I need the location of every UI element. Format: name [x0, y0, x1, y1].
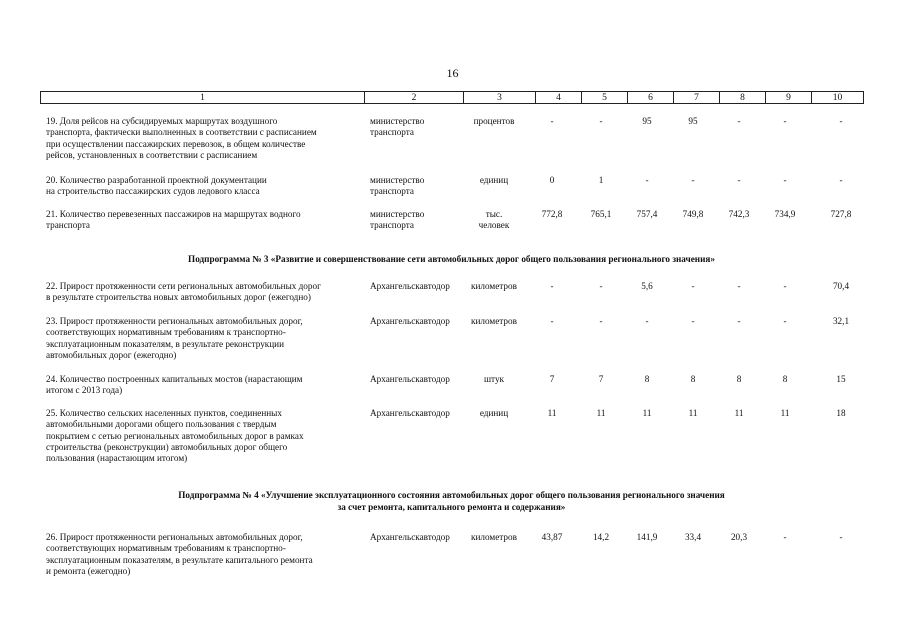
column-header: 3: [464, 92, 536, 104]
column-header-row: [40, 91, 864, 104]
value-cell: -: [599, 281, 603, 291]
value-cell: -: [737, 281, 741, 291]
value-cell: -: [599, 316, 603, 326]
value-cell: 734,9: [774, 209, 796, 219]
unit-of-measure: километров: [471, 281, 517, 291]
value-cell: -: [783, 281, 787, 291]
indicator-description: 26. Прирост протяженности региональных автомобильных дорог, соответствующих нормативным требованиям к транспортно- эксплуатационным показателям, в результате капитального ремонта и ремонта (ежегодно): [46, 532, 313, 576]
value-cell: -: [737, 116, 741, 126]
value-cell: 749,8: [682, 209, 704, 219]
column-header: 1: [41, 92, 365, 104]
value-cell: 95: [642, 116, 652, 126]
indicator-description: 20. Количество разработанной проектной документации на строительство пассажирских судов ледового класса: [46, 175, 267, 197]
responsible-organization: Архангельскавтодор: [370, 281, 450, 291]
column-header: 6: [628, 92, 674, 104]
value-cell: -: [691, 281, 695, 291]
value-cell: 18: [836, 408, 846, 418]
column-header: 5: [582, 92, 628, 104]
indicator-description: 21. Количество перевезенных пассажиров на маршрутах водного транспорта: [46, 209, 301, 231]
value-cell: -: [550, 116, 554, 126]
unit-of-measure: километров: [471, 532, 517, 542]
value-cell: 20,3: [730, 532, 748, 542]
value-cell: 8: [782, 374, 788, 384]
value-cell: 772,8: [541, 209, 563, 219]
value-cell: -: [737, 175, 741, 185]
value-cell: 765,1: [590, 209, 612, 219]
value-cell: -: [691, 175, 695, 185]
unit-of-measure: тыс. человек: [478, 209, 510, 231]
value-cell: -: [550, 281, 554, 291]
value-cell: 14,2: [592, 532, 610, 542]
subprogram-heading: Подпрограмма № 4 «Улучшение эксплуатационного состояния автомобильных дорог общего пользования регионального значения за счет ремонта, капитального ремонта и содержания»: [178, 490, 725, 512]
indicator-description: 25. Количество сельских населенных пунктов, соединенных автомобильными дорогами общего пользования с твердым покрытием с сетью региональных автомобильных дорог в рамках строительства (реконструкции) автомобильных дорог общего пользования (нарастающим итогом): [46, 408, 304, 464]
value-cell: 141,9: [636, 532, 658, 542]
value-cell: -: [783, 116, 787, 126]
indicator-description: 19. Доля рейсов на субсидируемых маршрутах воздушного транспорта, фактически выполненных в соответствии с расписанием при осуществлении пассажирских перевозок, в общем количестве рейсов, установленных в соответствии с расписанием: [46, 116, 317, 160]
value-cell: 70,4: [832, 281, 850, 291]
responsible-organization: министерство транспорта: [370, 175, 425, 197]
value-cell: -: [783, 175, 787, 185]
column-header: 2: [365, 92, 464, 104]
indicator-description: 22. Прирост протяженности сети региональных автомобильных дорог в результате строительства новых автомобильных дорог (ежегодно): [46, 281, 321, 303]
value-cell: -: [599, 116, 603, 126]
column-header: 4: [536, 92, 582, 104]
value-cell: 11: [547, 408, 557, 418]
column-header: 10: [812, 92, 864, 104]
value-cell: -: [783, 532, 787, 542]
column-header: 7: [674, 92, 720, 104]
value-cell: 43,87: [541, 532, 563, 542]
value-cell: 8: [690, 374, 696, 384]
value-cell: 32,1: [832, 316, 850, 326]
value-cell: -: [550, 316, 554, 326]
value-cell: 8: [736, 374, 742, 384]
value-cell: 8: [644, 374, 650, 384]
value-cell: -: [839, 116, 843, 126]
value-cell: -: [839, 175, 843, 185]
value-cell: 11: [734, 408, 744, 418]
value-cell: -: [691, 316, 695, 326]
value-cell: 0: [549, 175, 555, 185]
responsible-organization: Архангельскавтодор: [370, 374, 450, 384]
value-cell: 11: [596, 408, 606, 418]
value-cell: 1: [598, 175, 604, 185]
value-cell: 7: [549, 374, 555, 384]
value-cell: 727,8: [830, 209, 852, 219]
value-cell: 15: [836, 374, 846, 384]
column-header: 9: [766, 92, 812, 104]
page-number: 16: [446, 66, 459, 80]
value-cell: -: [645, 316, 649, 326]
value-cell: -: [839, 532, 843, 542]
value-cell: 33,4: [684, 532, 702, 542]
indicator-description: 23. Прирост протяженности региональных автомобильных дорог, соответствующих нормативным требованиям к транспортно- эксплуатационным показателям, в результате реконструкции автомобильных дорог (ежегодно): [46, 316, 303, 360]
unit-of-measure: штук: [483, 374, 505, 384]
value-cell: 95: [688, 116, 698, 126]
responsible-organization: Архангельскавтодор: [370, 532, 450, 542]
subprogram-heading: Подпрограмма № 3 «Развитие и совершенствование сети автомобильных дорог общего пользования регионального значения»: [188, 254, 715, 264]
unit-of-measure: единиц: [479, 408, 509, 418]
responsible-organization: министерство транспорта: [370, 116, 425, 138]
value-cell: 11: [688, 408, 698, 418]
indicator-description: 24. Количество построенных капитальных мостов (нарастающим итогом с 2013 года): [46, 374, 303, 396]
unit-of-measure: километров: [471, 316, 517, 326]
responsible-organization: министерство транспорта: [370, 209, 425, 231]
column-header: 8: [720, 92, 766, 104]
responsible-organization: Архангельскавтодор: [370, 316, 450, 326]
value-cell: -: [783, 316, 787, 326]
responsible-organization: Архангельскавтодор: [370, 408, 450, 418]
unit-of-measure: единиц: [479, 175, 509, 185]
value-cell: 7: [598, 374, 604, 384]
value-cell: 5,6: [641, 281, 653, 291]
value-cell: -: [737, 316, 741, 326]
value-cell: -: [645, 175, 649, 185]
value-cell: 742,3: [728, 209, 750, 219]
unit-of-measure: процентов: [473, 116, 515, 126]
value-cell: 11: [780, 408, 790, 418]
value-cell: 757,4: [636, 209, 658, 219]
value-cell: 11: [642, 408, 652, 418]
